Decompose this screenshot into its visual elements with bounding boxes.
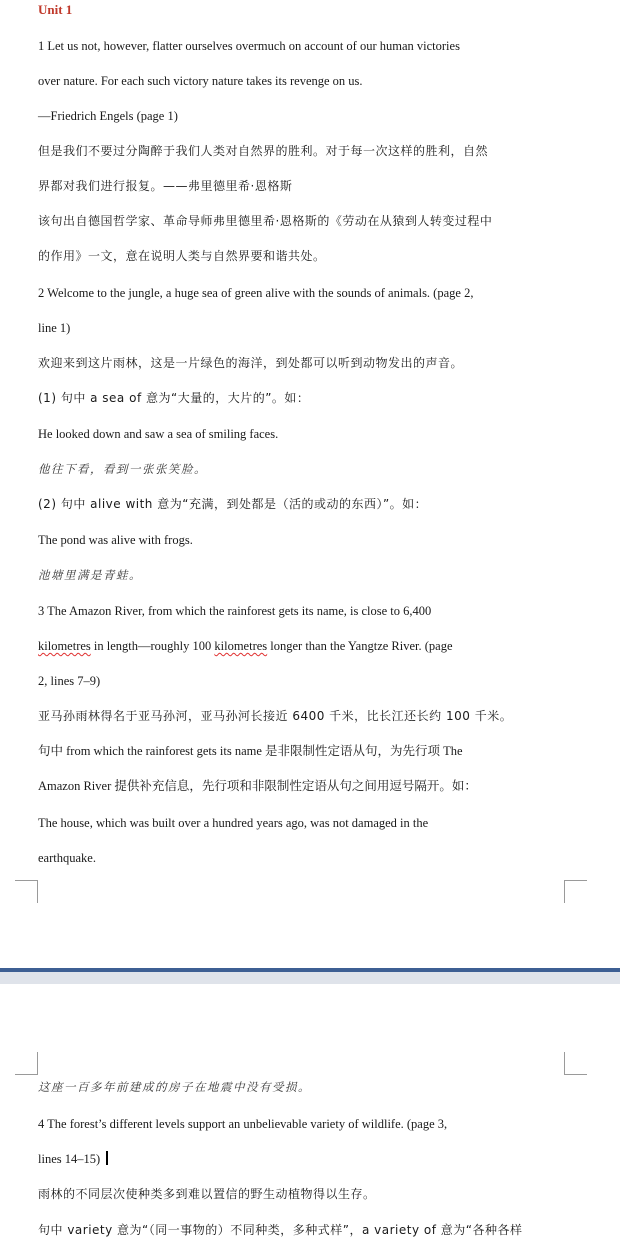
paragraph-line[interactable]: —Friedrich Engels (page 1)	[38, 109, 178, 123]
paragraph-line[interactable]: line 1)	[38, 321, 71, 335]
page-margin-corner-bottom-right	[564, 880, 587, 903]
page-break-gap	[0, 968, 620, 984]
paragraph-line[interactable]: over nature. For each such victory nature takes its revenge on us.	[38, 74, 363, 88]
paragraph-line[interactable]: 3 The Amazon River, from which the rainforest gets its name, is close to 6,400	[38, 604, 432, 618]
page-break-bar	[0, 968, 620, 972]
example-translation[interactable]: 池塘里满是青蛙。	[38, 568, 142, 582]
paragraph-line-chinese[interactable]: 的作用》一文，意在说明人类与自然界要和谐共处。	[38, 249, 326, 263]
paragraph-line-chinese[interactable]: 但是我们不要过分陶醉于我们人类对自然界的胜利。对于每一次这样的胜利，自然	[38, 144, 489, 158]
paragraph-line[interactable]: 1 Let us not, however, flatter ourselves overmuch on account of our human victories	[38, 39, 460, 53]
misspelled-word: kilometres	[214, 639, 268, 653]
paragraph-line-chinese[interactable]: (1) 句中 a sea of 意为“大量的，大片的”。如：	[38, 391, 310, 405]
paragraph-line[interactable]: 4 The forest’s different levels support an unbelievable variety of wildlife. (page 3,	[38, 1117, 448, 1131]
example-sentence[interactable]: earthquake.	[38, 851, 96, 865]
example-translation[interactable]: 他往下看，看到一张张笑脸。	[38, 462, 207, 476]
example-translation[interactable]: 这座一百多年前建成的房子在地震中没有受损。	[38, 1080, 311, 1094]
page-margin-corner-top-left	[15, 1052, 38, 1075]
example-sentence[interactable]: He looked down and saw a sea of smiling faces.	[38, 427, 279, 441]
paragraph-line[interactable]: 2, lines 7–9)	[38, 674, 101, 688]
paragraph-line[interactable]	[38, 638, 453, 654]
page-margin-corner-bottom-left	[15, 880, 38, 903]
text-segment: lines 14–15)	[38, 1152, 101, 1166]
paragraph-line-chinese[interactable]: 雨林的不同层次使种类多到难以置信的野生动植物得以生存。	[38, 1187, 376, 1201]
paragraph-line-chinese[interactable]: 亚马孙雨林得名于亚马孙河，亚马孙河长接近 6400 千米，比长江还长约 100 千米。	[38, 709, 513, 723]
paragraph-line-chinese[interactable]: 句中 variety 意为“（同一事物的）不同种类，多种式样”，a variety of 意为“各种各样	[38, 1223, 523, 1237]
misspelled-word: kilometres	[38, 639, 91, 653]
paragraph-line-chinese[interactable]: (2) 句中 alive with 意为“充满，到处都是（活的或动的东西）”。如：	[38, 497, 428, 511]
text-segment: in length—roughly 100	[93, 639, 212, 653]
unit-title: Unit 1	[38, 2, 73, 17]
paragraph-line[interactable]: 句中 from which the rainforest gets its name 是非限制性定语从句，为先行项 The	[38, 744, 463, 758]
paragraph-line-chinese[interactable]: 欢迎来到这片雨林，这是一片绿色的海洋，到处都可以听到动物发出的声音。	[38, 356, 464, 370]
page-margin-corner-top-right	[564, 1052, 587, 1075]
example-sentence[interactable]: The pond was alive with frogs.	[38, 533, 193, 547]
paragraph-line-chinese[interactable]: 界都对我们进行报复。——弗里德里希·恩格斯	[38, 179, 293, 193]
paragraph-line[interactable]	[38, 1151, 108, 1167]
text-segment: longer than the Yangtze River. (page	[270, 639, 453, 653]
document-page-2[interactable]	[0, 984, 620, 1259]
paragraph-line[interactable]: Amazon River 提供补充信息，先行项和非限制性定语从句之间用逗号隔开。如：	[38, 779, 477, 793]
text-cursor	[106, 1151, 108, 1165]
example-sentence[interactable]: The house, which was built over a hundred years ago, was not damaged in the	[38, 816, 429, 830]
paragraph-line[interactable]: 2 Welcome to the jungle, a huge sea of green alive with the sounds of animals. (page 2,	[38, 286, 474, 300]
paragraph-line-chinese[interactable]: 该句出自德国哲学家、革命导师弗里德里希·恩格斯的《劳动在从猿到人转变过程中	[38, 214, 493, 228]
